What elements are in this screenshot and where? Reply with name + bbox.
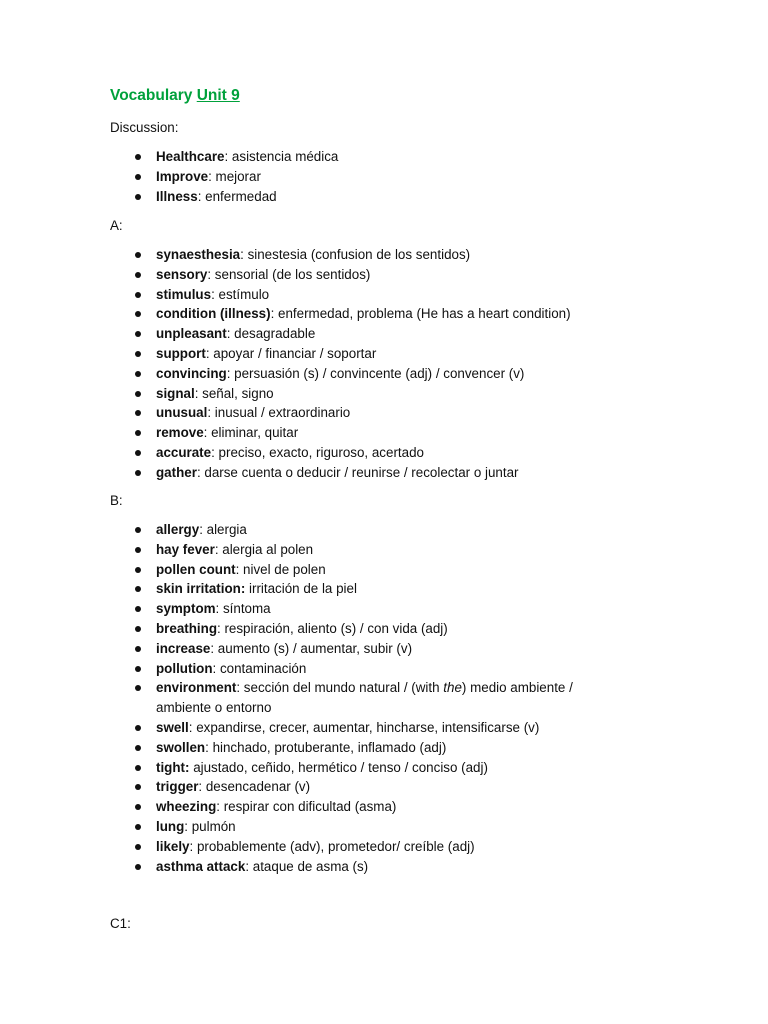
vocab-term: allergy xyxy=(156,522,200,537)
vocab-term: convincing xyxy=(156,365,227,381)
vocab-definition: : probablemente (adv), prometedor/ creíble (adj) xyxy=(189,838,475,854)
vocab-definition: : preciso, exacto, riguroso, acertado xyxy=(211,444,424,460)
vocab-list-a xyxy=(156,245,626,483)
vocab-definition: : alergia al polen xyxy=(214,541,314,557)
section-label-a: A: xyxy=(110,218,123,233)
list-item xyxy=(156,423,626,443)
vocab-definition: : enfermedad xyxy=(197,188,277,204)
list-item xyxy=(156,797,626,817)
vocab-term: support xyxy=(156,345,206,361)
vocab-definition: : ataque de asma (s) xyxy=(245,858,369,874)
section-label-b: B: xyxy=(110,493,123,508)
vocab-definition: : expandirse, crecer, aumentar, hincharse, intensificarse (v) xyxy=(188,719,540,735)
vocab-definition: : apoyar / financiar / soportar xyxy=(205,345,377,361)
vocab-definition: : aumento (s) / aumentar, subir (v) xyxy=(210,640,413,656)
list-item xyxy=(156,540,626,560)
vocab-term: swell xyxy=(156,719,189,735)
section-label-discussion: Discussion: xyxy=(110,120,179,135)
vocab-term: tight: xyxy=(156,759,190,775)
vocab-term: likely xyxy=(156,838,190,854)
vocab-term: wheezing xyxy=(156,799,217,815)
vocab-definition: : desagradable xyxy=(226,326,316,342)
vocab-definition: : asistencia médica xyxy=(224,149,339,164)
section-label-c1: C1: xyxy=(110,916,131,931)
list-item xyxy=(156,463,626,483)
vocab-term: pollen count xyxy=(156,561,236,577)
list-item xyxy=(156,560,626,580)
title-prefix: Vocabulary xyxy=(110,87,197,104)
list-item xyxy=(156,245,626,265)
vocab-term: unpleasant xyxy=(156,326,227,342)
vocab-term: gather xyxy=(156,464,197,480)
vocab-definition: : sección del mundo natural / (with xyxy=(236,680,444,696)
vocab-definition: : darse cuenta o deducir / reunirse / recolectar o juntar xyxy=(196,464,519,480)
vocab-definition: : pulmón xyxy=(184,818,236,834)
vocab-definition: : alergia xyxy=(199,522,247,537)
document-title xyxy=(110,86,240,106)
vocab-term: remove xyxy=(156,425,204,441)
vocab-definition: : eliminar, quitar xyxy=(203,425,299,441)
vocab-term: asthma attack xyxy=(156,858,246,874)
vocab-term: Healthcare xyxy=(156,149,225,164)
vocab-term: stimulus xyxy=(156,286,212,302)
list-item xyxy=(156,579,626,599)
vocab-definition: : señal, signo xyxy=(194,385,274,401)
list-item xyxy=(156,718,626,738)
vocab-definition-italic: the xyxy=(443,680,462,696)
vocab-term: breathing xyxy=(156,620,218,636)
vocab-definition: : sinestesia (confusion de los sentidos) xyxy=(240,247,471,262)
vocab-definition-continued: ) medio ambiente / ambiente o entorno xyxy=(156,680,573,716)
title-unit: Unit 9 xyxy=(196,87,240,104)
vocab-term: Improve xyxy=(156,168,209,184)
vocab-term: hay fever xyxy=(156,541,215,557)
list-item xyxy=(156,599,626,619)
list-item xyxy=(156,639,626,659)
vocab-term: increase xyxy=(156,640,211,656)
vocab-definition: : contaminación xyxy=(212,660,307,676)
vocab-definition: : desencadenar (v) xyxy=(198,779,311,795)
vocab-term: trigger xyxy=(156,779,199,795)
list-item xyxy=(156,777,626,797)
vocab-term: unusual xyxy=(156,405,208,421)
list-item xyxy=(156,659,626,679)
list-item xyxy=(156,324,626,344)
vocab-term: skin irritation: xyxy=(156,581,246,597)
vocab-list-discussion xyxy=(156,147,626,206)
vocab-term: sensory xyxy=(156,266,208,282)
list-item xyxy=(156,364,626,384)
vocab-term: lung xyxy=(156,818,185,834)
vocab-term: Illness xyxy=(156,188,198,204)
list-item xyxy=(156,520,626,540)
list-item xyxy=(156,147,626,167)
list-item xyxy=(156,265,626,285)
list-item xyxy=(156,167,626,187)
vocab-term: symptom xyxy=(156,601,216,617)
list-item xyxy=(156,758,626,778)
vocab-term: signal xyxy=(156,385,195,401)
list-item xyxy=(156,678,626,718)
vocab-definition: : inusual / extraordinario xyxy=(207,405,351,421)
list-item xyxy=(156,817,626,837)
list-item xyxy=(156,619,626,639)
vocab-list-b xyxy=(156,520,626,876)
vocab-term: pollution xyxy=(156,660,213,676)
list-item xyxy=(156,403,626,423)
vocab-term: environment xyxy=(156,680,237,696)
list-item xyxy=(156,384,626,404)
list-item xyxy=(156,285,626,305)
vocab-term: condition (illness) xyxy=(156,306,271,322)
vocab-definition: : síntoma xyxy=(215,601,271,617)
vocab-definition: irritación de la piel xyxy=(245,581,357,597)
list-item xyxy=(156,837,626,857)
vocab-definition: : persuasión (s) / convincente (adj) / convencer (v) xyxy=(226,365,525,381)
vocab-definition: : mejorar xyxy=(208,168,261,184)
list-item xyxy=(156,738,626,758)
vocab-definition: : sensorial (de los sentidos) xyxy=(207,266,371,282)
vocab-definition: : respiración, aliento (s) / con vida (adj) xyxy=(217,620,448,636)
vocab-definition: ajustado, ceñido, hermético / tenso / conciso (adj) xyxy=(189,759,488,775)
list-item xyxy=(156,187,626,207)
vocab-term: accurate xyxy=(156,444,212,460)
vocab-definition: : enfermedad, problema (He has a heart condition) xyxy=(270,306,571,322)
vocab-definition: : nivel de polen xyxy=(235,561,326,577)
vocab-definition: : hinchado, protuberante, inflamado (adj) xyxy=(205,739,447,755)
list-item xyxy=(156,344,626,364)
vocab-term: swollen xyxy=(156,739,206,755)
list-item xyxy=(156,857,626,877)
vocab-definition: : estímulo xyxy=(211,286,270,302)
list-item xyxy=(156,443,626,463)
vocab-definition: : respirar con dificultad (asma) xyxy=(216,799,397,815)
list-item xyxy=(156,304,626,324)
vocab-term: synaesthesia xyxy=(156,247,241,262)
